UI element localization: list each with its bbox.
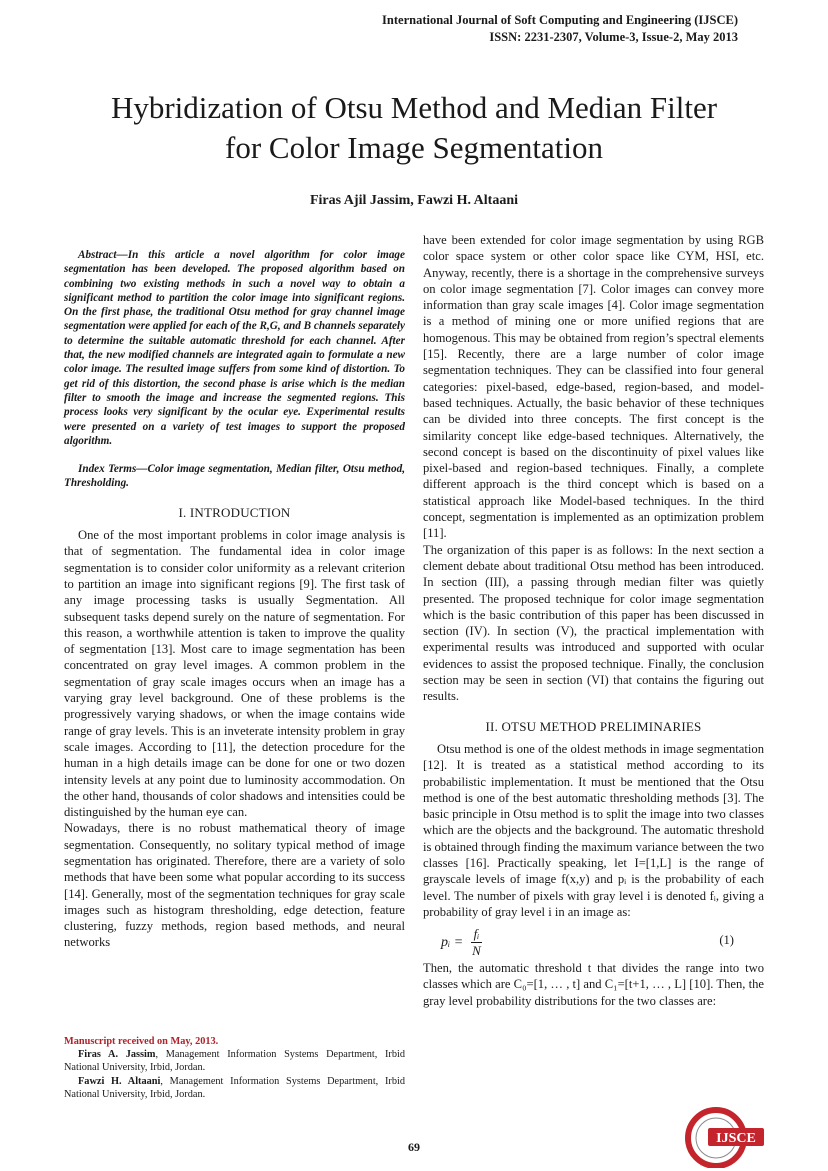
- equation-number: (1): [719, 933, 734, 948]
- right-paragraph-1: have been extended for color image segmentation by using RGB color space system or other color space like CYM, HSI, etc. Anyway, recently, there is a shortage in the comprehensive surveys on color image segmentation [7]. Color images can convey more information than gray scale images [4]. Color image segmentation is a method of mining one or more unified regions that are homogenous. This may be obtained from region’s spectral elements [15]. Recently, there are a large number of color image segmentation techniques. They can be classified into four general categories: pixel-based, edge-based, region-based, and model-based techniques. Actually, the basic behavior of these techniques can be divided into three concepts. The first concept is the similarity concept like edge-based techniques. Alternatively, the second concept is based on the discontinuity of pixel values like pixel-based and region-based techniques. Finally, a complete different approach is the third concept which is based on a statistical approach like Model-based techniques. In the third concept, segmentation is implemented as an optimization problem [11].: [423, 233, 764, 541]
- paper-authors: Firas Ajil Jassim, Fawzi H. Altaani: [309, 193, 519, 208]
- intro-paragraph-2: Nowadays, there is no robust mathematical theory of image segmentation. Consequently, no solitary typical method of image segmentation has originated. Therefore, there are a variety of solo methods that have been some what popular according to its success [14]. Generally, most of the segmentation techniques for gray scale images such as histogram thresholding, edge detection, feature clustering, fuzzy methods, region based methods, and neural networks: [64, 821, 405, 950]
- equation-denominator: N: [472, 943, 481, 959]
- manuscript-footnote: [64, 1035, 405, 1101]
- otsu-paragraph-1: Otsu method is one of the oldest methods in image segmentation [12]. It is treated as a statistical method according to its probabilistic implementation. It must be mentioned that the Otsu method is one of the best automatic thresholding methods [3]. The basic principle in Otsu method is to split the image into two classes which are the objects and the background. The automatic threshold is obtained through finding the maximum variance between the two classes [16]. Practically speaking, let I=[1,L] is the range of grayscale levels of image f(x,y) and pᵢ is the probability of each level. The number of pixels with gray level i is denoted fᵢ, giving a probability of gray level i in an image as:: [423, 741, 764, 919]
- equation-body: [441, 926, 482, 960]
- author2-affiliation: [64, 1075, 405, 1101]
- equation-1: [423, 922, 764, 958]
- otsu-paragraph-2: Then, the automatic threshold t that divides the range into two classes which are C₀=[1, … , t] and C₁=[t+1, … , L] [10]. Then, the gray level probability distributions for the two classes are:: [423, 961, 764, 1008]
- intro-paragraph-1: One of the most important problems in color image analysis is that of segmentation. The fundamental idea in color image segmentation is to consider color uniformity as a relevant criterion to partition an image into significant regions [9]. The first task of any image processing tasks is usually Segmentation. All subsequent tasks depend surely on the nature of segmentation. For this reason, a worthwhile attention is taken to improve the quality of segmentation [13]. Most care to image segmentation has been concentrated on gray level images. A common problem in the segmentation of gray scale images occurs when an image has a varying gray level background. One of these problems is the progressively varying shadows, or when the image contains wide range of gray levels. This is an inveterate intensity problem in gray scale images. According to [11], the detection procedure for the human in a high details image can be done for one or two dozen intensity levels at any point due to luminosity accommodation. On the other hand, thousands of color shadows and intensities could be distinguished by the human eye can.: [64, 528, 405, 820]
- author1-affiliation: [64, 1048, 405, 1074]
- author2-affil-text: , Management Information Systems Department, Irbid National University, Irbid, Jordan.: [64, 1075, 405, 1100]
- equation-lhs: pᵢ =: [441, 935, 464, 951]
- author2-name: Fawzi H. Altaani: [78, 1075, 161, 1087]
- paper-title: [40, 88, 788, 168]
- equation-numerator: fᵢ: [471, 926, 483, 943]
- journal-name: International Journal of Soft Computing and Engineering (IJSCE): [382, 13, 738, 27]
- left-column: [64, 248, 405, 951]
- ijsce-logo: [682, 1104, 766, 1168]
- equation-fraction: [471, 926, 483, 960]
- manuscript-received: Manuscript received on May, 2013.: [64, 1036, 219, 1047]
- title-line-2: for Color Image Segmentation: [225, 130, 603, 165]
- section-heading-introduction: I. INTRODUCTION: [178, 504, 291, 520]
- author1-name: Firas A. Jassim: [78, 1049, 156, 1061]
- right-paragraph-2: The organization of this paper is as follows: In the next section a clement debate about traditional Otsu method has been introduced. In section (III), a passing through median filter was quietly presented. The proposed technique for color image segmentation which is the basic contribution of this paper has been discussed in section (IV). In section (V), the practical implementation with experimental results was introduced and supported with ocular evidences to assist the proposed technique. Finally, the conclusion section may be seen in section (VI) that contains the figuring out results.: [423, 542, 764, 704]
- logo-text: IJSCE: [716, 1131, 756, 1146]
- section-heading-otsu: II. OTSU METHOD PRELIMINARIES: [485, 718, 702, 734]
- journal-header: [382, 12, 738, 46]
- index-terms: Index Terms—Color image segmentation, Median filter, Otsu method, Thresholding.: [64, 463, 405, 490]
- title-line-1: Hybridization of Otsu Method and Median Filter: [110, 90, 718, 125]
- page-number: 69: [408, 1140, 420, 1154]
- abstract: Abstract—In this article a novel algorithm for color image segmentation has been developed. The proposed algorithm based on combining two existing methods in such a novel way to obtain a significant method to partition the color image into significant regions. On the first phase, the traditional Otsu method for gray channel image segmentation were applied for each of the R,G, and B channels separately to determine the suitable automatic threshold for each channel. After that, the new modified channels are integrated again to formulate a new color image. The resulted image suffers from some kind of distortion. To get rid of this distortion, the second phase is arise which is the median filter to smooth the image and increase the segmented regions. This process looks very significant by the ocular eye. Experimental results were presented on a variety of test images to support the proposed algorithm.: [64, 249, 405, 447]
- author1-affil-text: , Management Information Systems Department, Irbid National University, Irbid, Jordan.: [64, 1049, 405, 1074]
- journal-issn: ISSN: 2231-2307, Volume-3, Issue-2, May 2013: [489, 30, 738, 44]
- right-column: [423, 232, 764, 1009]
